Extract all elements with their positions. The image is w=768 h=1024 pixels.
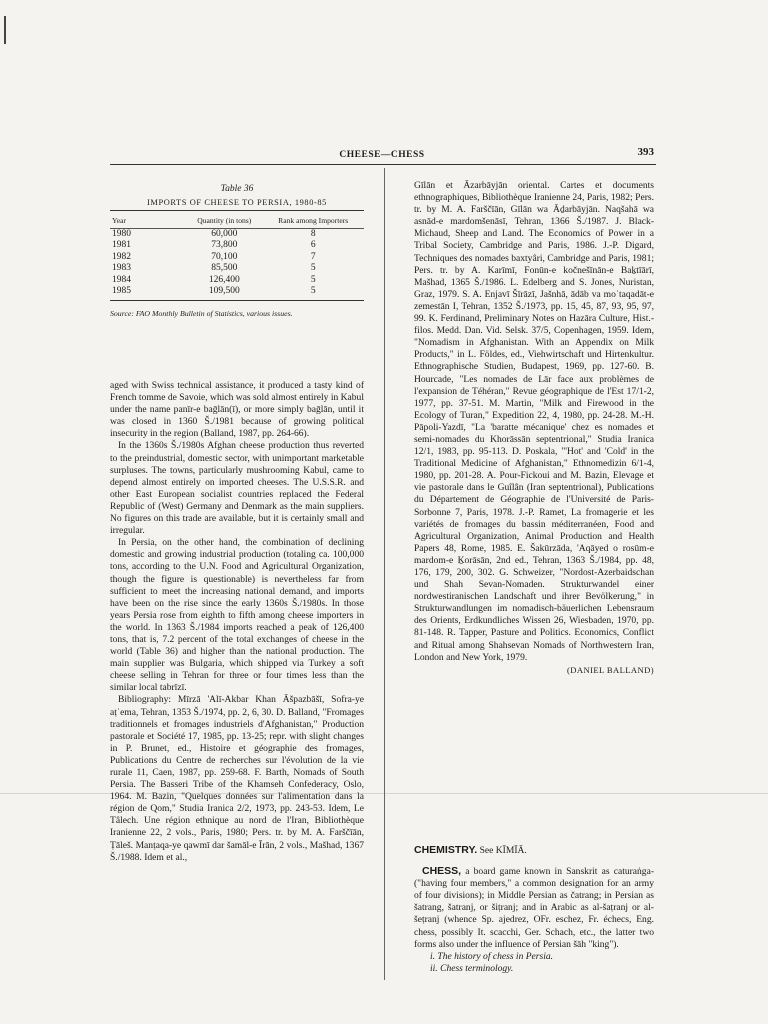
list-item: i. The history of chess in Persia.: [430, 950, 554, 962]
scan-artifact-line: [0, 793, 768, 794]
table-row: [110, 252, 364, 263]
table-top-rule: [110, 210, 364, 211]
table-number: Table 36: [220, 184, 254, 194]
entry-headword: CHESS,: [422, 865, 462, 878]
cell-rank: 7: [310, 251, 316, 262]
cell-rank: 8: [310, 229, 316, 239]
cell-quantity: 70,100: [211, 251, 238, 262]
table-row: [110, 263, 364, 274]
cell-year: 1984: [112, 274, 131, 285]
left-column: [110, 380, 364, 864]
cell-quantity: 109,500: [208, 286, 240, 297]
column-divider: [384, 168, 385, 980]
cell-rank: 5: [310, 286, 316, 297]
paragraph: In the 1360s Š./1980s Afghan cheese production thus reverted to the preindustrial, domestic sector, with unimportant marketable surpluses. The towns, particularly mushrooming Kabul, came to depend almost entirely on imported cheeses. The U.S.S.R. and other East European socialist countries replaced the Federal Republic of (West) Germany and Denmark as the main suppliers. No figures on this trade are available, but it is certainly small and irregular.: [110, 440, 364, 537]
bibliography-continued: Gīlān et Āzarbāyjān oriental. Cartes et documents ethnographiques, Bibliothèque Iranienne 24, Paris, 1982; Pers. tr. by M. A. Farščīān, Gīlān wa Āḏarbāyjān. Naqšahā wa asnād-e mardomšenāsī, Tehran, 1366 Š./1987. J. Black-Michaud, Sheep and Land. The Economics of Power in a Tribal Society, Cambridge and Paris, 1986. J.-P. Digard, Techniques des nomades baxtyâri, Cambridge and Paris, 1981; Pers. tr. by A. Karīmī, Fonūn-e kočnešīnān-e Baḵtīārī, Mašhad, 1365 Š./1986. L. Edelberg and S. Jones, Nuristan, Graz, 1979. S. A. Enjavī Šīrāzī, Jašnhā, ādāb va moʿtaqadāt-e zemestān I, Tehran, 1352 Š./1973, pp. 15, 45, 87, 93, 95, 97, 99. K. Ferdinand, Preliminary Notes on Hazāra Culture, Hist.-filos. Medd. Dan. Vid. Selsk. 37/5, Copenhagen, 1959. Idem, "Nomadism in Afghanistan. With an Appendix on Milk Products," in L. Földes, ed., Viehwirtschaft und Hirtenkultur. Ethnographische Studien, Budapest, 1969, pp. 127-60. B. Hourcade, "Les nomades de Lār face aux problèmes de l'expansion de Téhéran," Revue géographique de l'Est 17/1-2, 1977, pp. 37-51. M. Martin, "Milk and Firewood in the Ecology of Turan," Expedition 22, 4, 1980, pp. 24-28. M.-H. Pāpoli-Yazdī, "La 'baratte mécanique' chez es nomades et semi-nomades du Khorāssān septentrional," Studia Iranica 12/1, 1983, pp. 95-113. D. Poskala, "'Hot' and 'Cold' in the Traditional Medicine of Afghanistan," Ethnomedizin 6/1-4, 1980, pp. 201-28. A. Pour-Fickoui and M. Bazin, Elevage et vie pastorale dans le Guîlân (Iran septentrional), Publications du Département de Géographie de l'Université de Paris-Sorbonne 7, Paris, 1978. J.-P. Ramet, La fromagerie et les variétés de fromages du bassin méditerranéen, Food and Agricultural Organization, Animal Production and Health Papers 48, Rome, 1985. E. Šakūrzāda, 'Aqāyed o rosūm-e mardom-e Ḵorāsān, 2nd ed., Tehran, 1363 Š./1984, pp. 48, 176, 179, 200, 302. G. Schweizer, "Nordost-Azerbaidschan und Shah Sevan-Nomaden. Strukturwandel einer nordwestiranischen Landschaft und ihrer Bevölkerung," in Strukturwandlungen im nomadisch-bäuerlichen Lebensraum des Orients, Erdkundliches Wissen 26, Wiesbaden, 1970, pp. 81-148. R. Tapper, Pasture and Politics. Economics, Conflict and Ritual among Shahsevan Nomads of Northwestern Iran, London and New York, 1979.: [414, 180, 654, 663]
chess-entry: [414, 865, 654, 951]
chemistry-entry: [414, 844, 654, 857]
imports-table: [110, 214, 364, 297]
bibliography: Bibliography: Mīrzā 'Alī-Akbar Khan Āšpazbāšī, Sofra-ye aṭʿema, Tehran, 1353 Š./1974, pp. 2, 6, 30. D. Balland, "Fromages traditionnels et fromages industriels d'Afghanistan," Production pastorale et Société 17, 1985, pp. 13-25; repr. with slight changes in P. Brunet, ed., Histoire et géographie des fromages, Publications du Centre de recherches sur l'évolution de la vie rurale 11, Caen, 1987, pp. 259-68. F. Barth, Nomads of South Persia. The Basseri Tribe of the Khamseh Confederacy, Oslo, 1964. M. Bazin, "Quelques données sur l'alimentation dans la région de Qom," Studia Iranica 2/2, 1973, pp. 243-53. Idem, Le Tâlech. Une région ethnique au nord de l'Iran, Bibliothèque Iranienne 22, 2 vols., Paris, 1980; Pers. tr. by M. A. Farščīān, Ṭāleš. Manṭaqa-ye qawmī dar šamāl-e Īrān, 2 vols., Mašhad, 1367 Š./1988. Idem et al.,: [110, 694, 364, 863]
cell-year: 1981: [112, 240, 131, 251]
right-column: [414, 180, 654, 676]
col-header-quantity: Quantity (in tons): [197, 216, 252, 225]
table-title: IMPORTS OF CHEESE TO PERSIA, 1980-85: [147, 198, 327, 207]
page-number: 393: [637, 146, 654, 158]
cell-rank: 5: [310, 263, 316, 274]
running-header: [110, 146, 654, 164]
cell-quantity: 73,800: [211, 240, 238, 251]
list-item: ii. Chess terminology.: [430, 962, 514, 974]
cell-year: 1982: [112, 251, 131, 262]
paragraph: aged with Swiss technical assistance, it produced a tasty kind of French tomme de Savoie, which was sold almost entirely in Kabul under the name panīr-e baḡlān(ī), or more simply baḡlān, until it was closed in 1360 Š./1981 because of growing political insecurity in the region (Balland, 1987, pp. 264-66).: [110, 380, 364, 440]
imports-table-block: [110, 184, 364, 318]
table-source: Source: FAO Monthly Bulletin of Statistics, various issues.: [110, 309, 293, 319]
header-rule: [110, 164, 656, 165]
right-column-entries: [414, 844, 654, 975]
cross-reference: See KĪMĪĀ.: [477, 845, 527, 856]
paragraph: In Persia, on the other hand, the combination of declining domestic and growing industrial production (totaling ca. 100,000 tons, according to the U.N. Food and Agricultural Organization, though the figure is questionable) is nevertheless far from sufficient to meet the increasing national demand, and imports have been on the rise since the early 1360s Š./1980s. In those years Persia rose from eighth to fifth among cheese importers in the world. In 1363 Š./1984 imports reached a peak of 126,400 tons, that is, 7.2 percent of the total exchanges of cheese in the world (Table 36) and higher than the national production. The main supplier was Bulgaria, which shipped via Turkey a soft cheese selling in Tehran for three or four times less than the similar local tabrīzī.: [110, 537, 364, 694]
cell-rank: 6: [310, 240, 316, 251]
running-title: CHEESE—CHESS: [339, 150, 425, 160]
cell-quantity: 85,500: [211, 263, 238, 274]
table-bottom-rule: [110, 300, 364, 301]
table-row: [110, 275, 364, 286]
cell-year: 1980: [112, 229, 131, 239]
cell-quantity: 126,400: [208, 274, 240, 285]
table-row: [110, 240, 364, 251]
table-row: [110, 229, 364, 240]
col-header-rank: Rank among Importers: [278, 216, 349, 225]
entry-headword: CHEMISTRY.: [414, 844, 478, 856]
scan-edge-mark: [4, 16, 6, 44]
section-list: [414, 951, 654, 975]
cell-rank: 5: [310, 274, 316, 285]
author-signature: (DANIEL BALLAND): [567, 664, 654, 675]
cell-year: 1985: [112, 286, 131, 297]
cell-year: 1983: [112, 263, 131, 274]
table-row: [110, 286, 364, 297]
cell-quantity: 60,000: [211, 229, 238, 239]
entry-text: a board game known in Sanskrit as caturaṅga- ("having four members," a common designation for an army of four divisions); in Middle Persian as čatrang; in Persian as šatrang, šatranj, or šiṭranj; and in Arabic as al-šaṭranj or al-šeṭranj (whence Sp. ajedrez, OFr. eschez, Fr. échecs, Eng. chess, possibly It. scacchi, Ger. Schach, etc., the latter two forms also under the influence of Persian šāh "king").: [414, 866, 654, 950]
col-header-year: Year: [112, 216, 126, 225]
